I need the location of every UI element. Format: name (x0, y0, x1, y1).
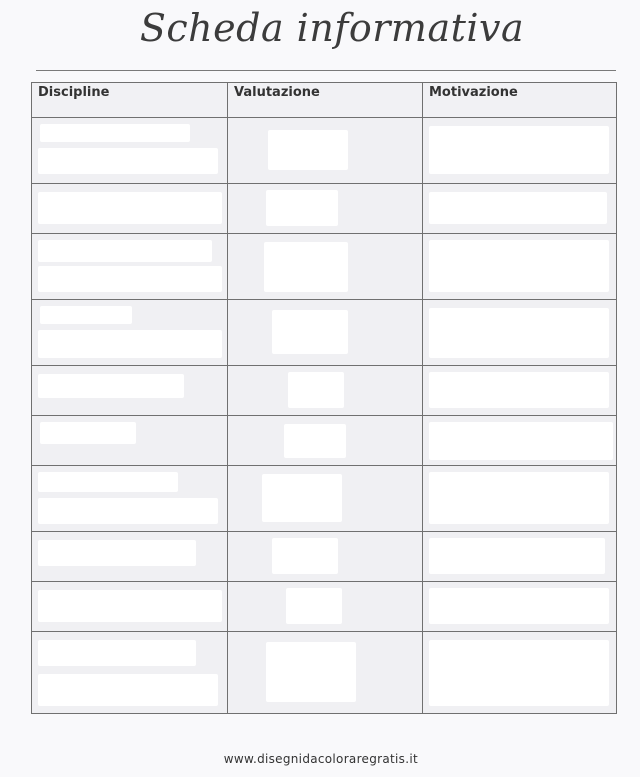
table-row (32, 300, 617, 366)
motivazione-cell[interactable] (423, 118, 617, 184)
valutazione-cell[interactable] (228, 118, 423, 184)
blank-area (38, 374, 184, 398)
blank-area (264, 242, 348, 292)
blank-area (429, 192, 607, 224)
valutazione-cell[interactable] (228, 466, 423, 532)
table-row (32, 416, 617, 466)
blank-area (38, 540, 196, 566)
blank-area (38, 498, 218, 524)
table-row (32, 532, 617, 582)
blank-area (429, 240, 609, 292)
motivazione-cell[interactable] (423, 632, 617, 714)
discipline-cell[interactable] (32, 234, 228, 300)
page-title: Scheda informativa (139, 6, 525, 50)
blank-area (429, 538, 605, 574)
blank-area (429, 126, 609, 174)
blank-area (38, 472, 178, 492)
valutazione-cell[interactable] (228, 300, 423, 366)
blank-area (262, 474, 342, 522)
blank-area (429, 472, 609, 524)
blank-area (266, 190, 338, 226)
blank-area (429, 422, 613, 460)
header-motivazione: Motivazione (423, 83, 617, 118)
table-row (32, 632, 617, 714)
valutazione-cell[interactable] (228, 366, 423, 416)
motivazione-cell[interactable] (423, 466, 617, 532)
table-row (32, 366, 617, 416)
blank-area (38, 330, 222, 358)
blank-area (429, 372, 609, 408)
valutazione-cell[interactable] (228, 416, 423, 466)
blank-area (38, 266, 222, 292)
discipline-cell[interactable] (32, 632, 228, 714)
motivazione-cell[interactable] (423, 184, 617, 234)
discipline-cell[interactable] (32, 416, 228, 466)
discipline-cell[interactable] (32, 118, 228, 184)
blank-area (288, 372, 344, 408)
table-header-row (32, 83, 617, 118)
blank-area (40, 124, 190, 142)
blank-area (268, 130, 348, 170)
header-valutazione: Valutazione (228, 83, 423, 118)
blank-area (429, 640, 609, 706)
blank-area (284, 424, 346, 458)
blank-area (40, 422, 136, 444)
blank-area (272, 310, 348, 354)
header-discipline: Discipline (32, 83, 228, 118)
motivazione-cell[interactable] (423, 416, 617, 466)
discipline-cell[interactable] (32, 582, 228, 632)
blank-area (40, 306, 132, 324)
evaluation-table (31, 82, 617, 714)
valutazione-cell[interactable] (228, 184, 423, 234)
motivazione-cell[interactable] (423, 366, 617, 416)
discipline-cell[interactable] (32, 366, 228, 416)
table-row (32, 582, 617, 632)
table-row (32, 234, 617, 300)
blank-area (38, 674, 218, 706)
blank-area (429, 588, 609, 624)
discipline-cell[interactable] (32, 532, 228, 582)
table-row (32, 118, 617, 184)
discipline-cell[interactable] (32, 466, 228, 532)
discipline-cell[interactable] (32, 184, 228, 234)
valutazione-cell[interactable] (228, 532, 423, 582)
discipline-cell[interactable] (32, 300, 228, 366)
valutazione-cell[interactable] (228, 632, 423, 714)
blank-area (272, 538, 338, 574)
blank-area (38, 590, 222, 622)
blank-area (266, 642, 356, 702)
footer-website: www.disegnidacoloraregratis.it (223, 752, 418, 766)
blank-area (429, 308, 609, 358)
valutazione-cell[interactable] (228, 234, 423, 300)
table-row (32, 184, 617, 234)
table-row (32, 466, 617, 532)
motivazione-cell[interactable] (423, 234, 617, 300)
valutazione-cell[interactable] (228, 582, 423, 632)
motivazione-cell[interactable] (423, 532, 617, 582)
blank-area (286, 588, 342, 624)
blank-area (38, 192, 222, 224)
blank-area (38, 240, 212, 262)
motivazione-cell[interactable] (423, 300, 617, 366)
title-underline (36, 70, 616, 71)
blank-area (38, 148, 218, 174)
blank-area (38, 640, 196, 666)
motivazione-cell[interactable] (423, 582, 617, 632)
